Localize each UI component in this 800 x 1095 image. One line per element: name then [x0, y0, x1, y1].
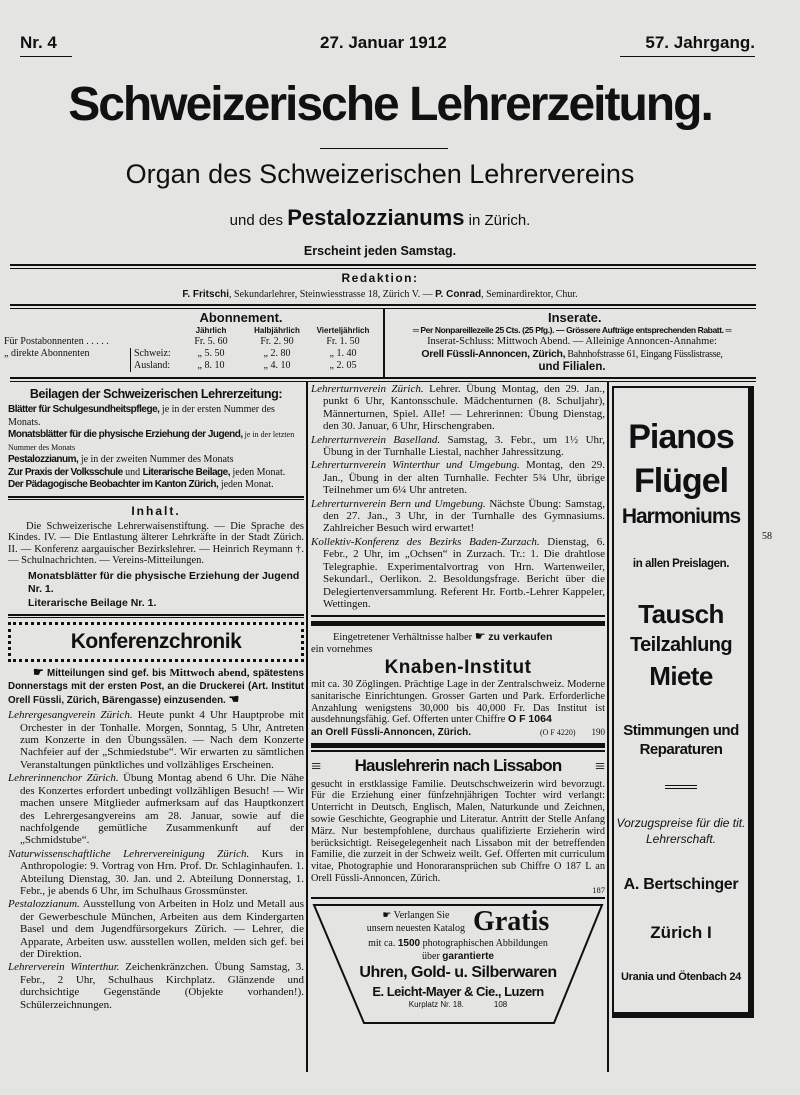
- price-cell: Fr. 5. 60: [194, 336, 228, 347]
- entry-text: Samstag, 3. Febr., um 1½ Uhr, Übung in der Turnhalle Liestal, nachher Jahressitzung.: [323, 433, 605, 459]
- entry-text: Montag, den 29. Jan., Übung in der alten Turnhalle. Fechter 5¾ Uhr, übrige Teilnehmer um 6¼ Uhr antreten.: [323, 459, 605, 497]
- entry-text: Nächste Übung: Samstag, den 27. Jan., 3 Uhr, in der Turnhalle des Gymnasiums. Zahlreicher Besuch wird erwartet!: [323, 497, 606, 535]
- entry-text: Dienstag, 6. Febr., 2 Uhr, im „Ochsen“ in Zurzach. Tr.: 1. Die drahtlose Telegraphie. Experimentalvortrag von Hrn. Wartenweiler, Sekundarl., Oerlikon. 2. Besoldungsfrage. Bericht über die Delegiertenversammlung. Referent Hr. Fortb.-Lehrer Kappeler, Wettingen.: [323, 535, 605, 610]
- entry-name: Lehrerinnenchor Zürich.: [8, 772, 119, 785]
- redaktion-line: [0, 288, 760, 301]
- inserate-rates: ═ Per Nonpareillezeile 25 Cts. (25 Pfg.). — Grössere Aufträge entsprechenden Rabatt. ═: [412, 325, 732, 335]
- price-cell: Fr. 1. 50: [326, 336, 360, 347]
- beilage-note: je in der zweiten Nummer des Monats: [78, 454, 234, 465]
- beilage-name: Blätter für Schulgesundheitspflege,: [8, 404, 160, 415]
- notice-text-rest: spätestens Donnerstags mit der ersten Post, an die Druckerei (Art. Institut Orell Füssli, Zürich, Bärengasse) einzusenden.: [8, 668, 304, 706]
- ad-pianos-addr: Urania und Ötenbach 24: [621, 970, 741, 983]
- ad-gratis-line1: Verlangen Sie: [393, 909, 450, 921]
- ad-pianos-firm: A. Bertschinger: [623, 875, 739, 893]
- ad-pianos-option: Miete: [649, 661, 713, 692]
- inserate-branches: und Filialen.: [538, 361, 606, 373]
- chronik-entry: [311, 434, 605, 459]
- subtitle-2-name: Pestalozzianums: [287, 205, 465, 230]
- pointing-hand-icon: ☚: [228, 691, 240, 706]
- ad-pianos-city: Zürich I: [650, 923, 712, 943]
- inserate-box: [388, 310, 756, 374]
- divider: [311, 743, 605, 748]
- divider: [10, 377, 756, 382]
- volume: 57. Jahrgang.: [620, 33, 755, 57]
- editor-1: F. Fritschi: [182, 289, 230, 300]
- entry-text: Übung Montag abend 6 Uhr. Die Nähe des Konzertes erfordert unbedingt vollzähligen Besuch! — Wir machen unsere Mitglieder aufmerksam auf das Hauptkonzert des Lehrergesangvereins am 28. Januar, sowie auf die nachfolgende gemütliche Zusammenkunft auf der „Schmidstube“.: [20, 772, 304, 847]
- beilagen-title: Beilagen der Schweizerischen Lehrerzeitung:: [29, 387, 283, 401]
- text: über: [422, 950, 440, 962]
- column-divider: [306, 382, 308, 1072]
- divider: [311, 621, 605, 626]
- masthead-title: Schweizerische Lehrerzeitung.: [68, 78, 712, 131]
- ad-address: an Orell Füssli-Annoncen, Zürich.: [311, 726, 472, 738]
- chronik-entry: [8, 848, 304, 898]
- entry-text: Zeichenkränzchen. Übung Samstag, 3. Febr., 2 Uhr, Schulhaus Kirchplatz. Glänzende und durchsichtige Gegenstände (Objekte vorhanden!). Schülerzeichnungen.: [20, 961, 304, 1011]
- beilage-note: je in der letzten Nummer des Monats: [8, 430, 295, 452]
- ad-code: (O F 4220): [539, 727, 576, 737]
- row-label: „ direkte Abonnenten: [4, 348, 90, 359]
- beilage-note: jeden Monat.: [229, 466, 286, 478]
- ad-intro-post: ein vornehmes: [311, 644, 373, 656]
- beilage-name: Der Pädagogische Beobachter im Kanton Zürich,: [8, 479, 219, 490]
- abonnement-title: Abonnement.: [199, 310, 283, 325]
- chronik-entry: [8, 772, 304, 846]
- notice-deadline: Mittwoch abend,: [169, 667, 250, 680]
- subtitle-2-post: in Zürich.: [468, 212, 531, 229]
- ad-gratis-addr-line: [311, 1000, 605, 1010]
- ad-gratis-line3: [311, 937, 605, 950]
- text: mit ca.: [368, 937, 396, 949]
- entry-name: Kollektiv-Konferenz des Bezirks Baden-Zurzach.: [311, 535, 540, 548]
- chronik-entry: [311, 536, 605, 610]
- ad-knaben-title: Knaben-Institut: [384, 657, 532, 679]
- entry-name: Lehrergesangverein Zürich.: [8, 709, 133, 722]
- chronik-entry: [8, 961, 304, 1011]
- text: photographischen Abbildungen: [422, 937, 548, 949]
- ad-intro-text: Eingetretener Verhältnisse halber: [333, 632, 473, 644]
- redaktion-label: Redaktion:: [341, 271, 419, 285]
- chronik-entry: [311, 383, 605, 433]
- ad-pianos-option: Teilzahlung: [630, 634, 732, 657]
- beilage-item: [8, 404, 304, 429]
- pointing-hand-icon: ☛: [382, 909, 392, 921]
- ad-gratis-intro: [367, 909, 465, 935]
- beilage-name: Pestalozzianum,: [8, 454, 79, 465]
- entry-name: Lehrerturnverein Winterthur und Umgebung.: [311, 459, 520, 472]
- entry-text: Heute punkt 4 Uhr Hauptprobe mit Orchester in der Tonhalle. Morgen, Sonntag, 5 Uhr, Antreten zum Konzerte in den Übungssälen. — Nach dem Konzerte Nachfeier auf der „Schmiedstube“. Wir erwarten zu sämtlichen Veranstaltungen pünktliches und vollzähliges Erscheinen.: [20, 709, 305, 771]
- column-header: Vierteljährlich: [316, 326, 370, 335]
- entry-name: Naturwissenschaftliche Lehrervereinigung Zürich.: [8, 847, 250, 860]
- divider: [665, 785, 697, 789]
- agency-address: Bahnhofstrasse 61, Eingang Füsslistrasse,: [565, 349, 723, 360]
- divider: [311, 750, 605, 752]
- abonnement-row: [0, 360, 382, 372]
- ad-pianos: [612, 386, 754, 1018]
- entry-name: Lehrerturnverein Bern und Umgebung.: [311, 497, 486, 510]
- ad-knaben-footer: [311, 726, 605, 739]
- row-label: [0, 360, 130, 372]
- beilage-note: und: [122, 466, 143, 478]
- left-column: [8, 386, 304, 1012]
- ad-gratis-line2: unsern neuesten Katalog: [366, 922, 466, 934]
- inhalt-title: Inhalt.: [131, 503, 181, 518]
- ad-intro: [311, 630, 605, 644]
- decorative-lines-icon: ≡: [311, 755, 322, 776]
- row-sublabel: Schweiz:: [130, 348, 178, 360]
- beilage-name: Literarische Beilage,: [142, 466, 230, 478]
- column-header: Jährlich: [195, 326, 227, 335]
- ad-number: 108: [493, 999, 508, 1009]
- ad-hauslehrerin-text: gesucht in erstklassige Familie. Deutschschweizerin wird bevorzugt. Für die Erziehung einer fünfzehnjährigen Tochter wird verlangt: Unterricht in Deutsch, Englisch, Malen, Naturkunde und Zeichnen, sowie Geschichte, Geographie und Literatur. Antritt der Stelle Anfang März. Nur bestempfohlene, durchaus qualifizierte Erzieherin wird berücksichtigt. Reisegelegenheit nach Lissabon mit der betreffenden Familie, die zurzeit in der Schweiz weilt. Gef. Offerten mit curriculum vitae, Photographie und Honoraransprüchen sub Chiffre O 187 L an Orell Füssli-Annoncen, Zürich.: [311, 778, 605, 885]
- ad-pianos-offer: Vorzugspreise für die tit. Lehrerschaft.: [616, 816, 746, 847]
- beilage-item: [8, 429, 304, 454]
- text: 1500: [397, 937, 421, 949]
- pointing-hand-icon: ☛: [474, 629, 486, 644]
- abonnement-header: [0, 325, 382, 336]
- beilagen-section: [8, 386, 304, 492]
- issue-date: 27. Januar 1912: [320, 33, 447, 52]
- ad-for-sale: zu verkaufen: [488, 631, 553, 644]
- beilage-note: jeden Monat.: [218, 479, 274, 490]
- chronik-entry: [311, 498, 605, 535]
- price-cell: „ 2. 05: [329, 360, 357, 371]
- beilage-name: Zur Praxis der Volksschule: [8, 466, 123, 478]
- decorative-lines-icon: ≡: [594, 755, 605, 776]
- column-divider: [607, 382, 609, 1072]
- konferenzchronik-title: Konferenzchronik: [70, 630, 242, 654]
- abonnement-row: [0, 336, 382, 348]
- konferenzchronik-content: [8, 666, 304, 1012]
- beilage-item: [8, 454, 304, 467]
- spacer: [0, 325, 178, 336]
- middle-column: [311, 383, 605, 1026]
- price-cell: „ 4. 10: [263, 360, 291, 371]
- frequency: Erscheint jeden Samstag.: [303, 244, 457, 258]
- konferenzchronik-continued: [311, 383, 605, 611]
- column-header: Halbjährlich: [254, 326, 300, 335]
- beilage-note: je in der ersten Nummer des Monats.: [8, 404, 275, 428]
- ad-pianos-option: Tausch: [638, 599, 724, 630]
- ad-gratis-title: Uhren, Gold- u. Silberwaren: [359, 963, 557, 981]
- price-cell: „ 1. 40: [329, 348, 357, 359]
- inserate-deadline: Inserat-Schluss: Mittwoch Abend. — Alleinige Annoncen-Annahme:: [427, 336, 717, 347]
- ad-pianos-sub: in allen Preislagen.: [632, 557, 730, 570]
- entry-name: Lehrerturnverein Baselland.: [311, 433, 441, 446]
- editor-1-details: , Sekundarlehrer, Steinwiesstrasse 18, Zürich V. —: [229, 289, 436, 300]
- divider: [311, 615, 605, 617]
- supplement-item: Literarische Beilage Nr. 1.: [28, 596, 157, 609]
- ad-gratis-firm: E. Leicht-Mayer & Cie., Luzern: [372, 983, 544, 999]
- ad-hauslehrerin-title: Hauslehrerin nach Lissabon: [354, 755, 562, 775]
- inhalt-text: Die Schweizerische Lehrerwaisenstiftung. — Die Sprache des Kindes. IV. — Die Entlastung älterer Lehrkräfte in der Stadt Zürich. II. — Konferenz aargauischer Bezirkslehrer. — Heinrich Reymann †. — Schulnachrichten. — Vereins-Mitteilungen.: [8, 520, 304, 567]
- ad-knaben-body: mit ca. 30 Zöglingen. Prächtige Lage in der Zentralschweiz. Moderne sanitarische Einrichtungen. Grosser Garten und Park. Erforderliche Anzahlung wenigstens 30,000 bis 40,000 Fr. Das Institut ist ausdehnungsfähig. Gef. Offerten unter Chiffre: [311, 679, 605, 726]
- beilage-name: Monatsblätter für die physische Erziehung der Jugend,: [8, 429, 243, 440]
- agency-name: Orell Füssli-Annoncen, Zürich,: [421, 348, 566, 360]
- row-sublabel: [130, 336, 178, 348]
- divider: [320, 148, 448, 149]
- ad-number: 190: [591, 726, 605, 737]
- text: garantierte: [442, 950, 494, 962]
- divider: [8, 614, 304, 618]
- ad-gratis-line4: [311, 950, 605, 963]
- entry-text: Lehrer. Übung Montag, den 29. Jan., punkt 6 Uhr, Kantonsschule. Mädchenturnen (8. Schuljahr), Männerturnen, Spiel. Alle! — Lehrerinnen: Übung Dienstag, den 30. Januar, 6 Uhr, Hirschengraben.: [323, 383, 605, 433]
- row-label: Für Postabonnenten . . . . .: [4, 336, 109, 347]
- price-cell: „ 2. 80: [263, 348, 291, 359]
- abonnement-box: [0, 310, 382, 376]
- beilage-item: [8, 479, 304, 492]
- chronik-entry: [8, 709, 304, 771]
- ad-pianos-product: Pianos: [628, 418, 734, 457]
- inhalt-section: [8, 504, 304, 611]
- entry-name: Lehrerverein Winterthur.: [8, 961, 120, 974]
- konferenzchronik-banner: [8, 622, 304, 662]
- divider: [311, 897, 605, 899]
- divider: [8, 496, 304, 500]
- editor-2-details: , Seminardirektor, Chur.: [481, 289, 578, 300]
- ad-chiffre: O F 1064: [508, 713, 552, 726]
- subtitle-2-pre: und des: [229, 212, 284, 229]
- beilage-item: [8, 467, 304, 480]
- ad-knaben-text: [311, 679, 605, 725]
- price-cell: Fr. 2. 90: [260, 336, 294, 347]
- chronik-entry: [311, 459, 605, 496]
- notice-text: Mitteilungen sind gef. bis: [47, 668, 170, 680]
- price-cell: „ 5. 50: [197, 348, 225, 359]
- price-cell: „ 8. 10: [197, 360, 225, 371]
- abonnement-table: [0, 325, 382, 372]
- ad-hauslehrerin: [311, 754, 605, 895]
- pointing-hand-icon: ☛: [33, 665, 44, 680]
- issue-number: Nr. 4: [20, 33, 72, 57]
- subtitle: Organ des Schweizerischen Lehrervereins: [125, 159, 635, 189]
- konferenzchronik-notice: [8, 666, 304, 707]
- supplement-item: Monatsblätter für die physische Erziehung der Jugend Nr. 1.: [28, 569, 300, 596]
- ad-knaben-institut: [311, 630, 605, 738]
- inserate-agency: [388, 348, 756, 361]
- row-sublabel: Ausland:: [130, 360, 178, 372]
- entry-text: Kurs in Anthropologie: 9. Vortrag von Hrn. Prof. Dr. Schlaginhaufen. 1. Abteilung Dienstag, 30. Jan. und 2. Abteilung Donnerstag, 1. Febr., je abends 6 Uhr, im Schulhaus Grossmünster.: [20, 847, 304, 897]
- ad-pianos-product: Flügel: [633, 462, 729, 501]
- subtitle-2: [0, 204, 760, 235]
- divider: [383, 308, 385, 378]
- inserate-title: Inserate.: [548, 310, 602, 325]
- ad-gratis: [311, 902, 605, 1026]
- entry-name: Lehrerturnverein Zürich.: [311, 383, 424, 395]
- entry-name: Pestalozzianum.: [8, 898, 80, 911]
- ad-pianos-product: Harmoniums: [621, 505, 741, 529]
- entry-text: Ausstellung von Arbeiten in Holz und Metall aus der Gewerbeschule München, Arbeiten aus dem Kindergarten Basel und dem Jugendfürsorgekurs Zürich. — Lehrer, die Apparate, Arbeiten usw. ausstellen wollen, melden sich gef. bei der Direktion.: [20, 898, 304, 960]
- ad-number: 187: [592, 884, 605, 895]
- ad-pianos-service: Stimmungen und Reparaturen: [623, 721, 739, 758]
- margin-number: 58: [762, 531, 772, 542]
- editor-2: P. Conrad: [435, 289, 482, 300]
- divider: [10, 264, 756, 269]
- chronik-entry: [8, 898, 304, 960]
- abonnement-row: [0, 348, 382, 360]
- ad-gratis-addr: Kurplatz Nr. 18.: [408, 999, 464, 1009]
- ad-gratis-big: Gratis: [473, 905, 550, 937]
